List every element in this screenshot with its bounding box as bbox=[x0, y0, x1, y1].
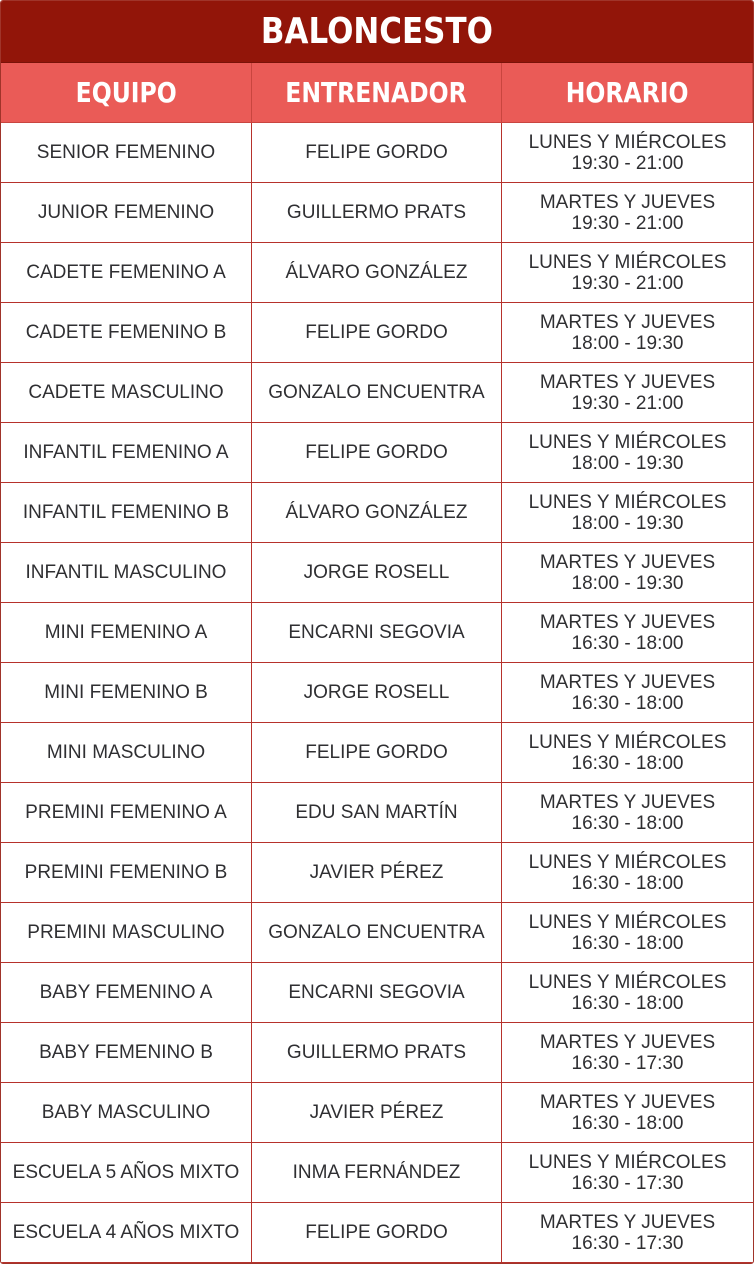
schedule-days: LUNES Y MIÉRCOLES bbox=[528, 971, 727, 993]
coach-cell bbox=[252, 1083, 502, 1143]
team-name: MINI MASCULINO bbox=[46, 742, 206, 763]
team-cell bbox=[1, 963, 252, 1023]
schedule-cell bbox=[502, 363, 753, 423]
schedule-days: MARTES Y JUEVES bbox=[539, 1091, 716, 1113]
column-header-team bbox=[1, 63, 252, 123]
coach-cell bbox=[252, 1023, 502, 1083]
coach-cell bbox=[252, 843, 502, 903]
coach-name: GUILLERMO PRATS bbox=[286, 202, 467, 223]
team-cell bbox=[1, 1083, 252, 1143]
team-cell bbox=[1, 543, 252, 603]
schedule-time: 18:00 - 19:30 bbox=[571, 452, 684, 474]
schedule-cell bbox=[502, 1023, 753, 1083]
coach-name: FELIPE GORDO bbox=[305, 142, 448, 163]
team-name: JUNIOR FEMENINO bbox=[37, 202, 215, 223]
schedule-cell bbox=[502, 183, 753, 243]
team-name: INFANTIL FEMENINO B bbox=[22, 502, 230, 523]
coach-name: FELIPE GORDO bbox=[305, 322, 448, 343]
schedule-cell bbox=[502, 423, 753, 483]
schedule-days: MARTES Y JUEVES bbox=[539, 311, 716, 333]
team-cell bbox=[1, 483, 252, 543]
schedule-time: 19:30 - 21:00 bbox=[571, 272, 684, 294]
coach-cell bbox=[252, 183, 502, 243]
schedule-days: MARTES Y JUEVES bbox=[539, 551, 716, 573]
schedule-time: 16:30 - 17:30 bbox=[571, 1232, 684, 1254]
coach-cell bbox=[252, 123, 502, 183]
coach-name: INMA FERNÁNDEZ bbox=[292, 1162, 461, 1183]
schedule-cell bbox=[502, 963, 753, 1023]
team-cell bbox=[1, 1143, 252, 1203]
schedule-time: 19:30 - 21:00 bbox=[571, 212, 684, 234]
schedule-days: MARTES Y JUEVES bbox=[539, 371, 716, 393]
coach-name: FELIPE GORDO bbox=[305, 442, 448, 463]
column-header-coach bbox=[252, 63, 502, 123]
schedule-time: 16:30 - 18:00 bbox=[571, 632, 684, 654]
title-bar bbox=[1, 1, 753, 63]
coach-cell bbox=[252, 423, 502, 483]
schedule-time: 18:00 - 19:30 bbox=[571, 512, 684, 534]
team-cell bbox=[1, 183, 252, 243]
team-name: PREMINI MASCULINO bbox=[27, 922, 225, 943]
schedule-time: 16:30 - 18:00 bbox=[571, 1112, 684, 1134]
schedule-days: MARTES Y JUEVES bbox=[539, 791, 716, 813]
schedule-days: MARTES Y JUEVES bbox=[539, 191, 716, 213]
page-title: BALONCESTO bbox=[260, 11, 494, 52]
team-name: MINI FEMENINO B bbox=[44, 682, 208, 703]
schedule-days: MARTES Y JUEVES bbox=[539, 1031, 716, 1053]
coach-cell bbox=[252, 903, 502, 963]
schedule-cell bbox=[502, 303, 753, 363]
schedule-days: LUNES Y MIÉRCOLES bbox=[528, 731, 727, 753]
team-name: CADETE FEMENINO B bbox=[25, 322, 227, 343]
schedule-time: 16:30 - 18:00 bbox=[571, 752, 684, 774]
coach-name: FELIPE GORDO bbox=[305, 1222, 448, 1243]
team-name: BABY MASCULINO bbox=[41, 1102, 211, 1123]
coach-cell bbox=[252, 663, 502, 723]
team-name: INFANTIL MASCULINO bbox=[25, 562, 227, 583]
coach-cell bbox=[252, 243, 502, 303]
schedule-cell bbox=[502, 1143, 753, 1203]
schedule-cell bbox=[502, 903, 753, 963]
team-cell bbox=[1, 603, 252, 663]
schedule-time: 16:30 - 18:00 bbox=[571, 932, 684, 954]
team-name: PREMINI FEMENINO A bbox=[25, 802, 227, 823]
team-name: BABY FEMENINO A bbox=[39, 982, 213, 1003]
coach-name: ÁLVARO GONZÁLEZ bbox=[285, 502, 468, 523]
coach-cell bbox=[252, 783, 502, 843]
schedule-time: 18:00 - 19:30 bbox=[571, 332, 684, 354]
coach-name: GUILLERMO PRATS bbox=[286, 1042, 467, 1063]
team-name: CADETE MASCULINO bbox=[28, 382, 224, 403]
schedule-cell bbox=[502, 603, 753, 663]
schedule-cell bbox=[502, 543, 753, 603]
coach-name: JORGE ROSELL bbox=[303, 682, 450, 703]
team-name: SENIOR FEMENINO bbox=[36, 142, 216, 163]
schedule-cell bbox=[502, 783, 753, 843]
team-cell bbox=[1, 243, 252, 303]
schedule-days: MARTES Y JUEVES bbox=[539, 1211, 716, 1233]
schedule-time: 16:30 - 18:00 bbox=[571, 992, 684, 1014]
coach-cell bbox=[252, 723, 502, 783]
schedule-days: MARTES Y JUEVES bbox=[539, 671, 716, 693]
coach-name: EDU SAN MARTÍN bbox=[295, 802, 458, 823]
schedule-days: LUNES Y MIÉRCOLES bbox=[528, 431, 727, 453]
schedule-cell bbox=[502, 663, 753, 723]
column-header-coach-label: ENTRENADOR bbox=[285, 76, 468, 109]
schedule-days: MARTES Y JUEVES bbox=[539, 611, 716, 633]
schedule-time: 16:30 - 18:00 bbox=[571, 692, 684, 714]
team-cell bbox=[1, 303, 252, 363]
schedule-time: 16:30 - 17:30 bbox=[571, 1052, 684, 1074]
team-name: ESCUELA 5 AÑOS MIXTO bbox=[12, 1162, 240, 1183]
schedule-time: 18:00 - 19:30 bbox=[571, 572, 684, 594]
coach-name: ÁLVARO GONZÁLEZ bbox=[285, 262, 468, 283]
coach-name: JAVIER PÉREZ bbox=[309, 862, 444, 883]
schedule-days: LUNES Y MIÉRCOLES bbox=[528, 131, 727, 153]
schedule-cell bbox=[502, 723, 753, 783]
coach-cell bbox=[252, 963, 502, 1023]
coach-cell bbox=[252, 1143, 502, 1203]
schedule-cell bbox=[502, 1203, 753, 1263]
team-cell bbox=[1, 843, 252, 903]
team-name: CADETE FEMENINO A bbox=[26, 262, 226, 283]
coach-name: FELIPE GORDO bbox=[305, 742, 448, 763]
coach-cell bbox=[252, 483, 502, 543]
team-name: ESCUELA 4 AÑOS MIXTO bbox=[12, 1222, 240, 1243]
team-cell bbox=[1, 123, 252, 183]
schedule-time: 16:30 - 18:00 bbox=[571, 812, 684, 834]
column-header-team-label: EQUIPO bbox=[75, 76, 177, 109]
column-header-schedule-label: HORARIO bbox=[565, 76, 689, 109]
coach-name: JORGE ROSELL bbox=[303, 562, 450, 583]
team-name: INFANTIL FEMENINO A bbox=[23, 442, 229, 463]
team-cell bbox=[1, 1023, 252, 1083]
column-header-schedule bbox=[502, 63, 753, 123]
schedule-days: LUNES Y MIÉRCOLES bbox=[528, 1151, 727, 1173]
schedule-time: 16:30 - 17:30 bbox=[571, 1172, 684, 1194]
coach-name: ENCARNI SEGOVIA bbox=[288, 982, 465, 1003]
schedule-time: 19:30 - 21:00 bbox=[571, 392, 684, 414]
coach-cell bbox=[252, 303, 502, 363]
team-cell bbox=[1, 363, 252, 423]
schedule-days: LUNES Y MIÉRCOLES bbox=[528, 911, 727, 933]
team-name: BABY FEMENINO B bbox=[39, 1042, 213, 1063]
schedule-cell bbox=[502, 1083, 753, 1143]
team-cell bbox=[1, 663, 252, 723]
coach-cell bbox=[252, 363, 502, 423]
team-cell bbox=[1, 903, 252, 963]
schedule-days: LUNES Y MIÉRCOLES bbox=[528, 251, 727, 273]
schedule-days: LUNES Y MIÉRCOLES bbox=[528, 491, 727, 513]
team-name: PREMINI FEMENINO B bbox=[24, 862, 228, 883]
team-cell bbox=[1, 723, 252, 783]
coach-cell bbox=[252, 603, 502, 663]
coach-name: GONZALO ENCUENTRA bbox=[268, 382, 485, 403]
team-cell bbox=[1, 783, 252, 843]
schedule-time: 16:30 - 18:00 bbox=[571, 872, 684, 894]
schedule-time: 19:30 - 21:00 bbox=[571, 152, 684, 174]
team-name: MINI FEMENINO A bbox=[44, 622, 208, 643]
coach-name: JAVIER PÉREZ bbox=[309, 1102, 444, 1123]
schedule-cell bbox=[502, 843, 753, 903]
team-cell bbox=[1, 423, 252, 483]
coach-name: ENCARNI SEGOVIA bbox=[288, 622, 465, 643]
schedule-cell bbox=[502, 483, 753, 543]
schedule-cell bbox=[502, 243, 753, 303]
schedule-cell bbox=[502, 123, 753, 183]
coach-name: GONZALO ENCUENTRA bbox=[268, 922, 485, 943]
coach-cell bbox=[252, 543, 502, 603]
schedule-table bbox=[1, 63, 753, 1263]
team-cell bbox=[1, 1203, 252, 1263]
schedule-days: LUNES Y MIÉRCOLES bbox=[528, 851, 727, 873]
coach-cell bbox=[252, 1203, 502, 1263]
